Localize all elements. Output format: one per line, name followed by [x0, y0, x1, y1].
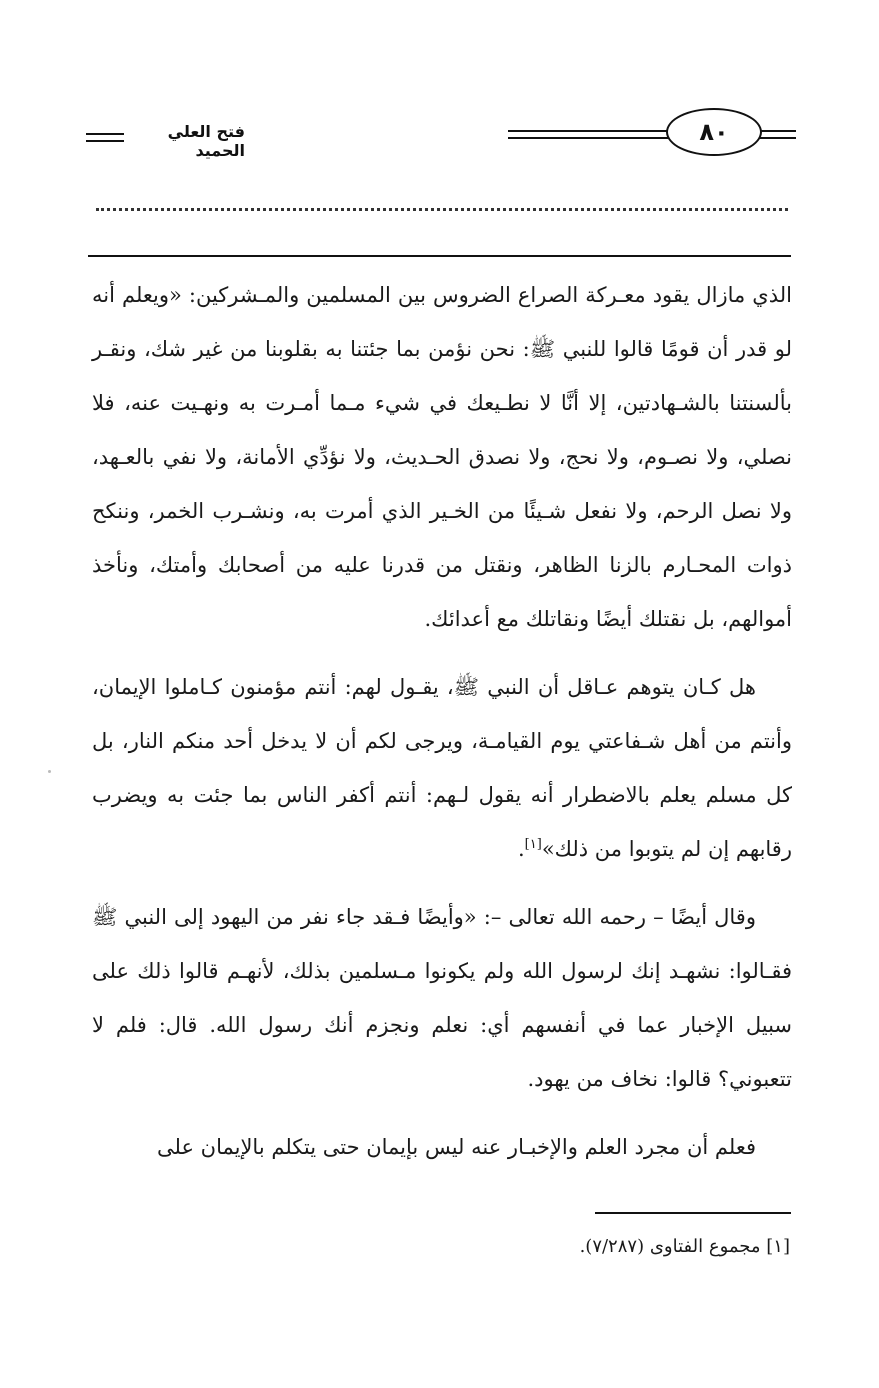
paragraph-4: فعلم أن مجرد العلم والإخبـار عنه ليس بإيمان حتى يتكلم بالإيمان على: [156, 1135, 756, 1159]
paragraph-2: [92, 660, 792, 876]
header-line-left-bottom: [508, 137, 668, 139]
main-text: [92, 268, 792, 1188]
paragraph-2-text: هل كـان يتوهم عـاقل أن النبي ﷺ، يقـول لهم: أنتم مؤمنون كـاملوا الإيمان، وأنتم من أهل شـفاعتي يوم القيامـة، ويرجى لكم أن لا يدخل أحد منكم النار، بل كل مسلم يعلم بالاضطرار أنه يقول لـهم: أنتم أكفر الناس بما جئت به ويضرب رقابهم إن لم يتوبوا من ذلك»: [92, 675, 792, 861]
header-line-left-top: [508, 130, 668, 132]
scan-speck: [48, 770, 51, 773]
dotted-separator: [96, 208, 788, 211]
title-decor-rule-bottom: [86, 140, 124, 142]
header-line-right-top: [760, 130, 796, 132]
footnote-rule: [595, 1212, 791, 1214]
header-separator-rule: [88, 255, 791, 257]
paragraph-2-end: .: [517, 837, 525, 861]
title-decor-rule-top: [86, 133, 124, 135]
header-line-right-bottom: [760, 137, 796, 139]
running-title: فتح العلي الحميد: [167, 122, 245, 160]
paragraph-3: وقال أيضًا – رحمه الله تعالى –: «وأيضًا فـقد جاء نفر من اليهود إلى النبي ﷺ فقـالوا: نشهـد إنك لرسول الله ولم يكونوا مـسلمين بذلك، لأنهـم قالوا ذلك على سبيل الإخبار عما في أنفسهم أي: نعلم ونجزم أنك رسول الله. قال: فلم لا تتعبوني؟ قالوا: نخاف من يهود.: [92, 905, 792, 1091]
paragraph-1: الذي مازال يقود معـركة الصراع الضروس بين المسلمين والمـشركين: «ويعلم أنه لو قدر أن قومًا قالوا للنبي ﷺ: نحن نؤمن بما جئتنا به بقلوبنا من غير شك، ونقـر بألسنتنا بالشـهادتين، إلا أنَّا لا نطـيعك في شيء مـما أمـرت به ونهـيت عنه، فلا نصلي، ولا نصـوم، ولا نحج، ولا نصدق الحـديث، ولا نؤدِّي الأمانة، ولا نفي بالعـهد، ولا نصل الرحم، ولا نفعل شـيئًا من الخـير الذي أمرت به، ونشـرب الخمر، وننكح ذوات المحـارم بالزنا الظاهر، ونقتل من قدرنا عليه من أصحابك وأمتك، ونأخذ أموالهم، بل نقتلك أيضًا ونقاتلك مع أعدائك.: [92, 283, 792, 631]
footnote-marker[interactable]: [١]: [524, 837, 542, 852]
page-number-text: ٨٠: [699, 118, 729, 146]
page-number: [666, 108, 762, 156]
footnote: [١] مجموع الفتاوى (٧/٢٨٧).: [579, 1236, 790, 1257]
